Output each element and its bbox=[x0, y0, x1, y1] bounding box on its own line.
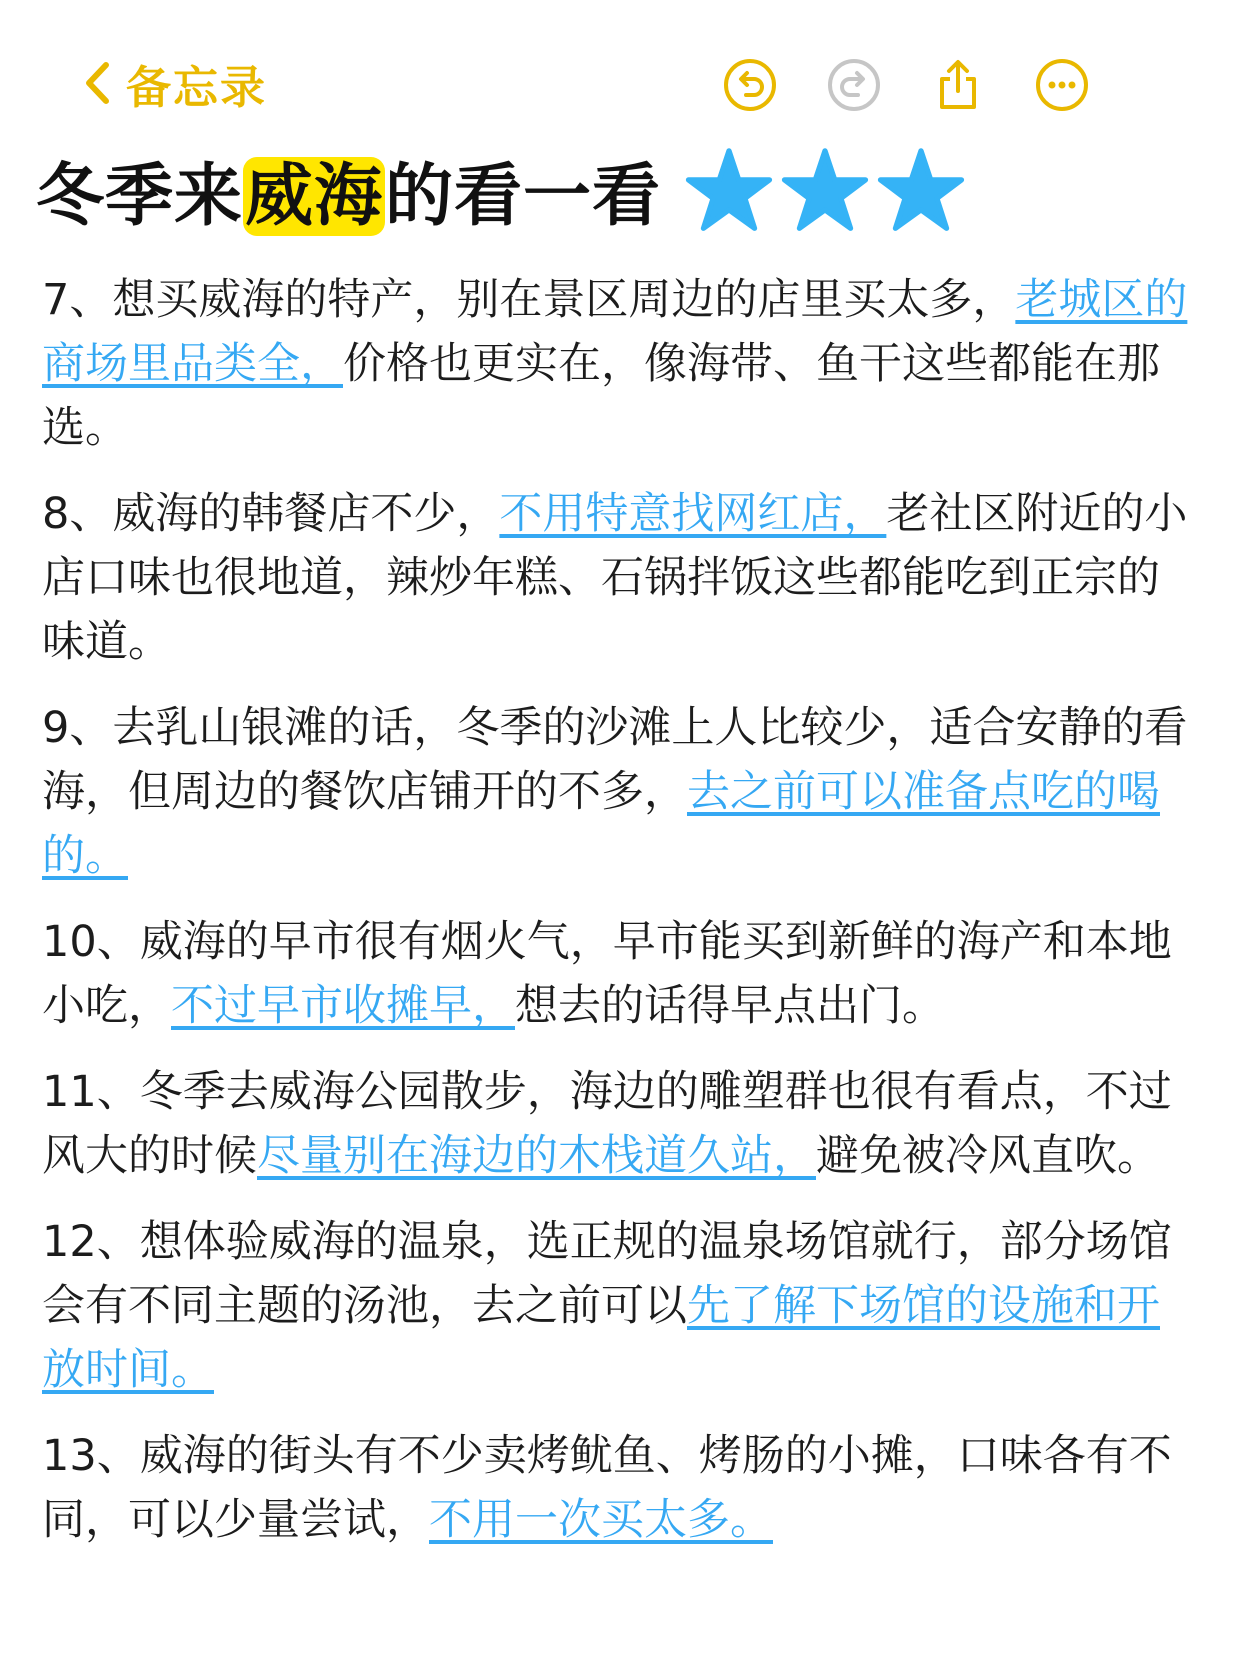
tip-text: 13、威海的街头有不少卖烤鱿鱼、烤肠的小摊，口味各有不同，可以少量尝试， bbox=[42, 1431, 1172, 1545]
star-icon bbox=[781, 148, 869, 232]
note-title[interactable] bbox=[36, 142, 661, 239]
back-button[interactable] bbox=[82, 52, 267, 114]
tip-text: 想去的话得早点出门。 bbox=[515, 981, 945, 1031]
chevron-left-icon bbox=[82, 59, 112, 107]
tip-link[interactable]: 不用特意找网红店， bbox=[499, 489, 887, 539]
tip-link[interactable]: 不过早市收摊早， bbox=[171, 981, 515, 1031]
tip-paragraph bbox=[42, 1210, 1202, 1402]
tip-link[interactable]: 去之前可以准备点吃的喝的。 bbox=[42, 767, 1160, 881]
more-button[interactable] bbox=[1034, 57, 1090, 113]
tip-text: 10、威海的早市很有烟火气，早市能买到新鲜的海产和本地小吃， bbox=[42, 917, 1172, 1031]
title-highlight: 威海 bbox=[245, 156, 384, 236]
redo-icon bbox=[826, 57, 882, 113]
tip-text: 7、想买威海的特产，别在景区周边的店里买太多， bbox=[42, 275, 1016, 325]
tip-text: 老社区附近的小店口味也很地道，辣炒年糕、石锅拌饭这些都能吃到正宗的味道。 bbox=[42, 489, 1188, 667]
tip-paragraph bbox=[42, 910, 1202, 1038]
navigation-bar bbox=[0, 40, 1242, 130]
back-label: 备忘录 bbox=[126, 60, 268, 114]
note-body[interactable] bbox=[42, 268, 1202, 1574]
tip-paragraph bbox=[42, 1060, 1202, 1188]
tip-text: 12、想体验威海的温泉，选正规的温泉场馆就行，部分场馆会有不同主题的汤池，去之前可以 bbox=[42, 1217, 1172, 1331]
tip-paragraph bbox=[42, 482, 1202, 674]
star-rating bbox=[685, 148, 973, 232]
tip-paragraph bbox=[42, 1424, 1202, 1552]
undo-icon bbox=[722, 57, 778, 113]
note-title-row bbox=[36, 140, 973, 240]
tip-text: 避免被冷风直吹。 bbox=[816, 1131, 1160, 1181]
share-icon bbox=[930, 57, 986, 113]
more-icon bbox=[1034, 57, 1090, 113]
title-prefix: 冬季来 bbox=[36, 156, 244, 236]
title-suffix: 的看一看 bbox=[385, 156, 662, 236]
share-button[interactable] bbox=[930, 57, 986, 113]
tip-text: 9、去乳山银滩的话，冬季的沙滩上人比较少，适合安静的看海，但周边的餐饮店铺开的不多， bbox=[42, 703, 1188, 817]
tip-link[interactable]: 不用一次买太多。 bbox=[429, 1495, 773, 1545]
star-icon bbox=[877, 148, 965, 232]
star-icon bbox=[685, 148, 773, 232]
tip-paragraph bbox=[42, 696, 1202, 888]
tip-text: 8、威海的韩餐店不少， bbox=[42, 489, 500, 539]
tip-text: 价格也更实在，像海带、鱼干这些都能在那选。 bbox=[42, 339, 1160, 453]
tip-link[interactable]: 尽量别在海边的木栈道久站， bbox=[257, 1131, 816, 1181]
tip-link[interactable]: 先了解下场馆的设施和开放时间。 bbox=[42, 1281, 1160, 1395]
tip-paragraph bbox=[42, 268, 1202, 460]
undo-button[interactable] bbox=[722, 57, 778, 113]
tip-link[interactable]: 老城区的商场里品类全， bbox=[42, 275, 1188, 389]
redo-button[interactable] bbox=[826, 57, 882, 113]
tip-text: 11、冬季去威海公园散步，海边的雕塑群也很有看点，不过风大的时候 bbox=[42, 1067, 1172, 1181]
